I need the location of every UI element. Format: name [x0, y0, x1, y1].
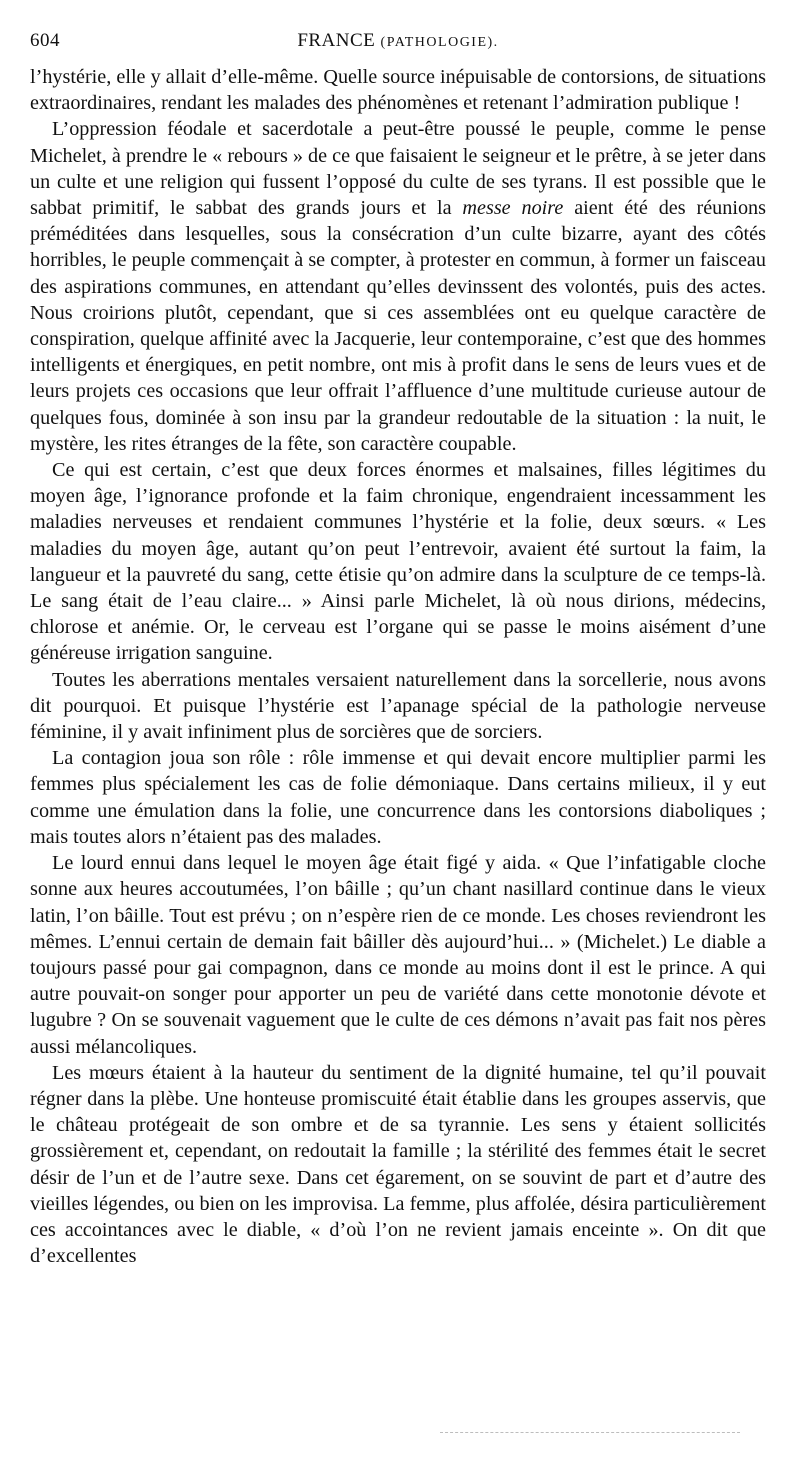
paragraph-7: Les mœurs étaient à la hauteur du sentiment de la dignité humaine, tel qu’il pouvait régner dans la plèbe. Une honteuse promiscuité était établie dans les groupes asservis, que le château protégeait de son ombre et de sa tyrannie. Les sens y étaient sollicités grossièrement et, cependant, on redoutait la famille ; la stérilité des femmes était le secret désir de l’un et de l’autre sexe. Dans cet égarement, on se souvint de part et d’autre des vieilles légendes, ou bien on les improvisa. La femme, plus affolée, désira particulièrement ces accointances avec le diable, « d’où l’on ne revient jamais enceinte ». On dit que d’excellentes	[30, 1061, 766, 1268]
running-head-title: FRANCE	[297, 30, 376, 51]
running-head-subtitle: (PATHOLOGIE).	[380, 35, 499, 50]
body-text	[30, 64, 766, 1269]
paragraph-2-part-2: aient été des réunions préméditées dans lesquelles, sous la consécration d’un culte bizarre, ayant des côtés horribles, le peuple commençait à se compter, à protester en commun, à former un faisceau des aspirations communes, en attendant qu’elles devinssent des volontés, puis des actes. Nous croirions plutôt, cependant, que si ces assemblées ont eu quelque caractère de conspiration, quelque affinité avec la Jacquerie, leur contemporaine, c’est que des hommes intelligents et énergiques, en petit nombre, ont mis à profit dans le sens de leurs vues et de leurs projets ces occasions que leur offrait l’affluence d’une multitude curieuse autour de quelques fous, dominée à son insu par la grandeur redoutable de la situation : la nuit, le mystère, les rites étranges de la fête, son caractère coupable.	[30, 197, 766, 455]
messe-noire-italic: messe noire	[462, 197, 564, 220]
paragraph-4: Toutes les aberrations mentales versaient naturellement dans la sorcellerie, nous avons dit pourquoi. Et puisque l’hystérie est l’apanage spécial de la pathologie nerveuse féminine, il y avait infiniment plus de sorcières que de sorciers.	[30, 668, 766, 744]
paragraph-1: l’hystérie, elle y allait d’elle-même. Quelle source inépuisable de contorsions, de situations extraordinaires, rendant les malades des phénomènes et retenant l’admiration publique !	[30, 66, 766, 115]
page-header	[30, 26, 766, 54]
paragraph-3: Ce qui est certain, c’est que deux forces énormes et malsaines, filles légitimes du moyen âge, l’ignorance profonde et la faim chronique, engendraient incessamment les maladies nerveuses et rendaient communes l’hystérie et la folie, deux sœurs. « Les maladies du moyen âge, autant qu’on peut l’entrevoir, avaient été surtout la faim, la langueur et la pauvreté du sang, cette étisie qu’on admire dans la sculpture de ce temps-là. Le sang était de l’eau claire... » Ainsi parle Michelet, là où nous dirions, médecins, chlorose et anémie. Or, le cerveau est l’organe qui se passe le moins aisément d’une généreuse irrigation sanguine.	[30, 459, 766, 665]
footer-print-marks	[440, 1432, 740, 1437]
running-head	[30, 30, 766, 52]
paragraph-2-part-1: L’oppression féodale et sacerdotale a peut-être poussé le peuple, comme le pense Michelet, à prendre le « rebours » de ce que faisaient le seigneur et le prêtre, à se jeter dans un culte et une religion qui fussent l’opposé du culte de ses tyrans. Il est possible que le sabbat primitif, le sabbat des grands jours et la	[30, 118, 766, 220]
paragraph-2	[30, 116, 766, 457]
paragraph-6: Le lourd ennui dans lequel le moyen âge était figé y aida. « Que l’infatigable cloche sonne aux heures accoutumées, l’on bâille ; qu’un chant nasillard continue dans le vieux latin, l’on bâille. Tout est prévu ; on n’espère rien de ce monde. Les choses reviendront les mêmes. L’ennui certain de demain fait bâiller dès aujourd’hui... » (Michelet.) Le diable a toujours passé pour gai compagnon, dans ce monde au moins dont il est le prince. A qui autre pouvait-on songer pour apporter un peu de variété dans cette monotonie dévote et lugubre ? On se souvenait vaguement que le culte de ces démons n’avait pas fait nos pères aussi mélancoliques.	[30, 852, 766, 1058]
page-number: 604	[30, 30, 60, 51]
page	[30, 26, 766, 1269]
paragraph-5: La contagion joua son rôle : rôle immense et qui devait encore multiplier parmi les femmes plus spécialement les cas de folie démoniaque. Dans certains milieux, il y eut comme une émulation dans la folie, une concurrence dans les contorsions diaboliques ; mais toutes alors n’étaient pas des malades.	[30, 747, 766, 848]
